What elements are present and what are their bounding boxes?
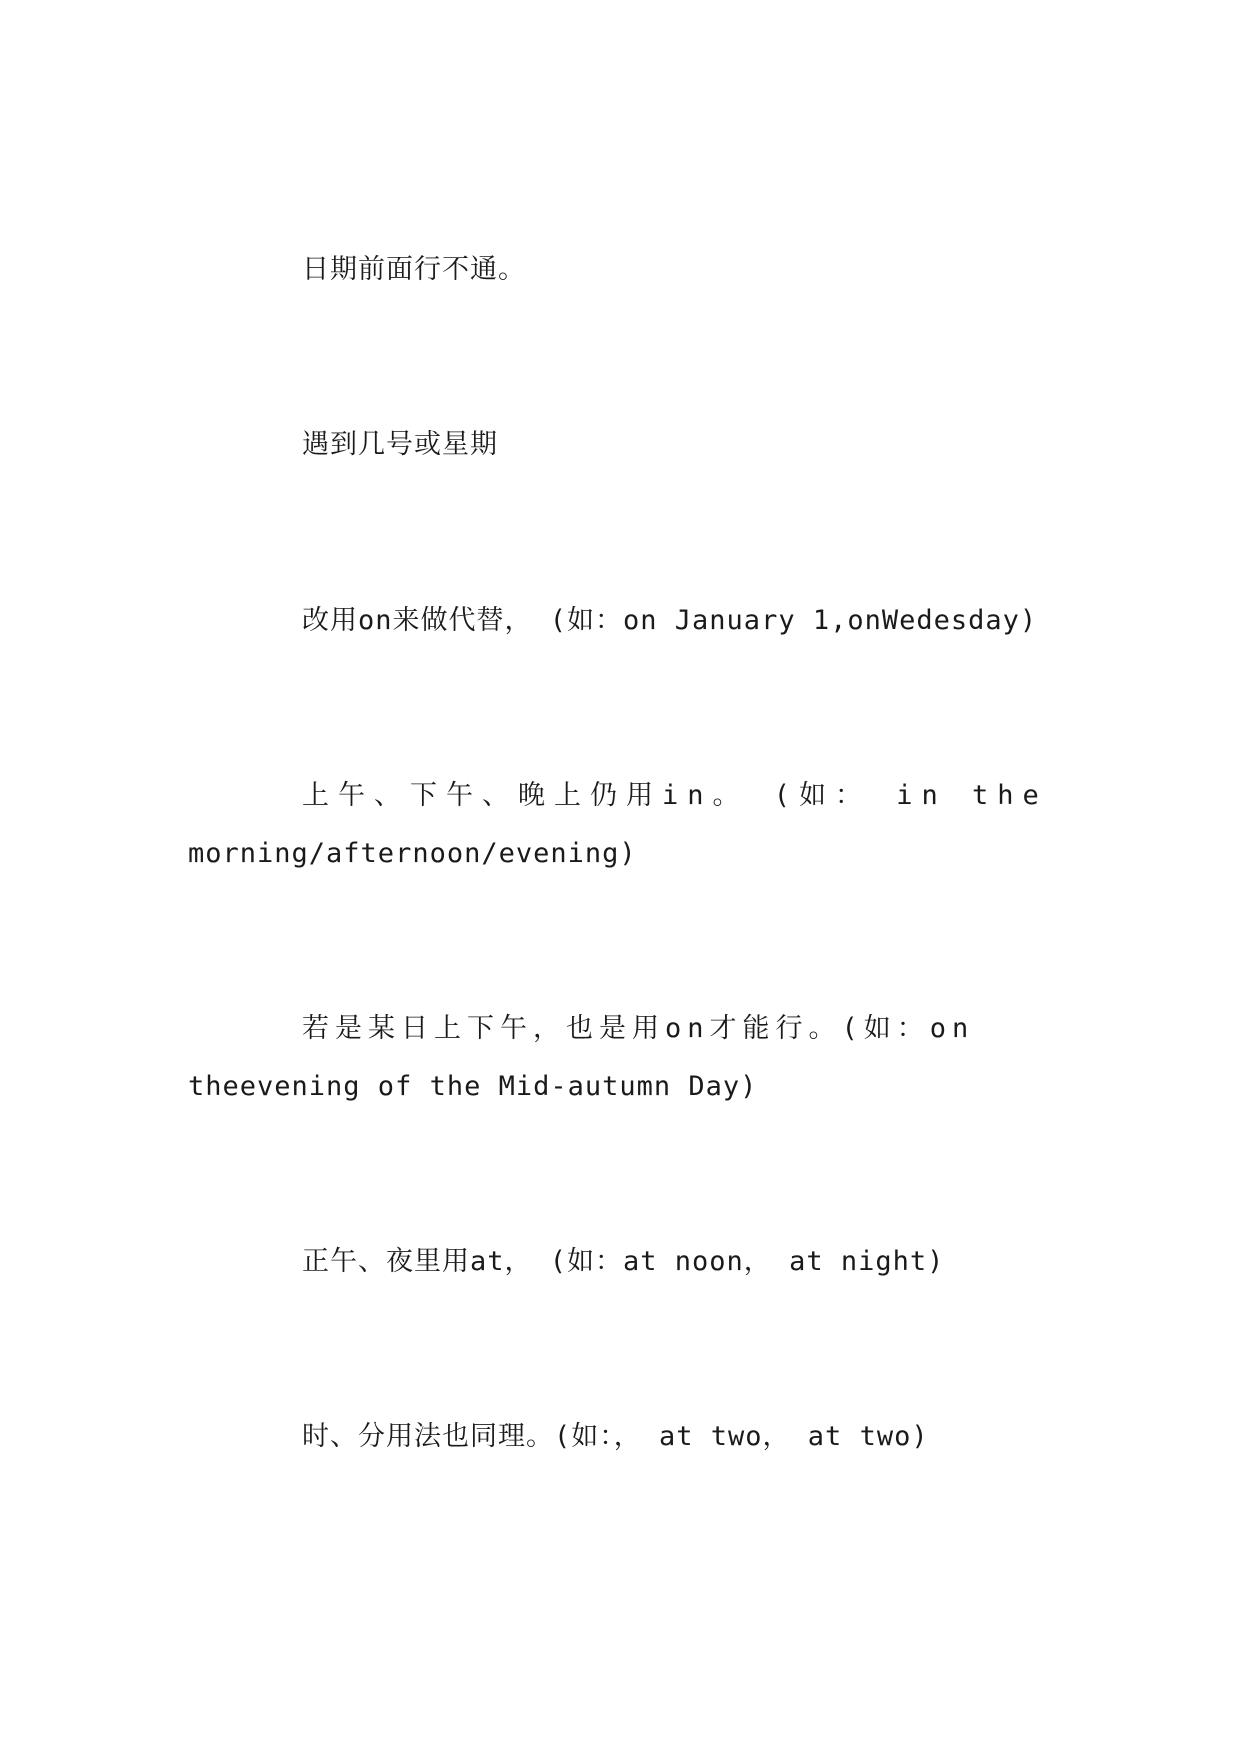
paragraph-3-text: 改用on来做代替， (如：on January 1,onWedesday) [302,605,1038,636]
paragraph-2-text: 遇到几号或星期 [302,429,498,460]
paragraph-7 [188,1408,1053,1466]
paragraph-7-text: 时、分用法也同理。(如：， at two， at two) [302,1421,929,1452]
paragraph-5-line-1: 若是某日上下午，也是用on才能行。(如：on [302,1013,975,1044]
paragraph-5-line-2: theevening of the Mid-autumn Day) [188,1071,758,1102]
paragraph-1 [188,241,1053,299]
paragraph-4-line-2: morning/afternoon/evening) [188,838,637,869]
paragraph-2 [188,416,1053,474]
paragraph-4 [188,767,1053,883]
paragraph-3 [188,592,1053,650]
paragraph-6-text: 正午、夜里用at， (如：at noon， at night) [302,1246,945,1277]
paragraph-5 [188,1000,1053,1116]
paragraph-4-line-1: 上午、下午、晚上仍用in。 (如： in the [302,780,1048,811]
paragraph-6 [188,1233,1053,1291]
paragraph-1-text: 日期前面行不通。 [302,254,526,285]
